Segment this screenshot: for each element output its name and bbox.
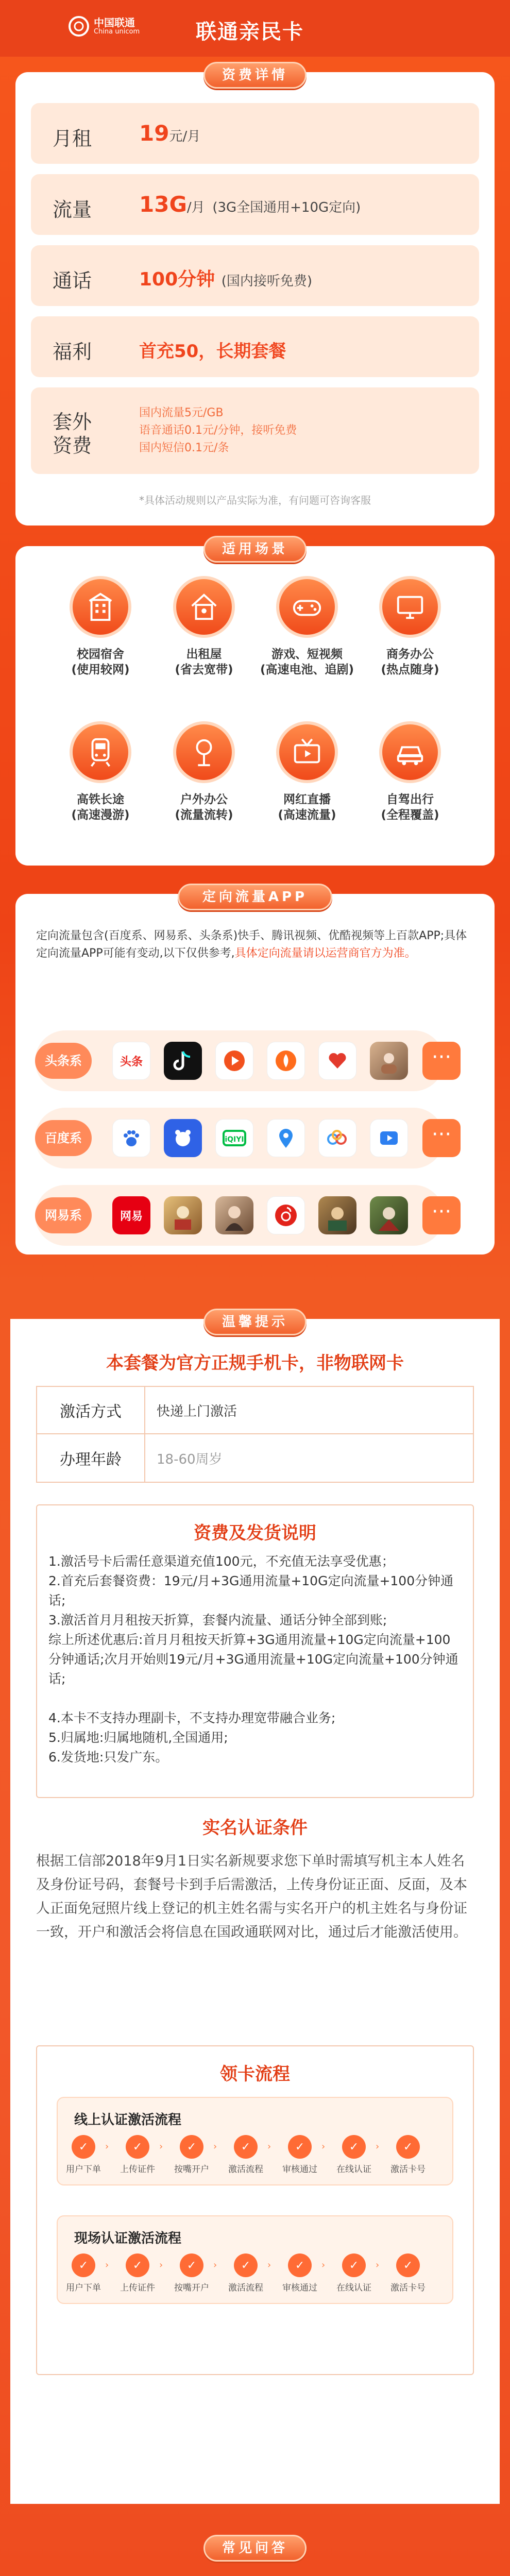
iqiyi-logo-icon (222, 1128, 247, 1148)
video-icon (377, 1126, 401, 1150)
shipping-line: 2.首充后套餐资费：19元/月+3G通用流量+10G定向流量+100分钟通话; (48, 1573, 454, 1608)
app-icon-dongche[interactable] (318, 1042, 356, 1080)
tariff-row-bonus (31, 316, 479, 377)
arrow-icon: › (376, 2260, 380, 2270)
scene-name: 网红直播 (283, 793, 331, 806)
tree-icon (188, 736, 220, 768)
tariff-value (139, 121, 200, 146)
flame-icon (274, 1049, 298, 1073)
flow-step (333, 2253, 375, 2293)
scene-sub: (流量流转) (175, 808, 233, 822)
flow-step (63, 2135, 104, 2175)
step-icon: ✓ (234, 2135, 258, 2159)
section-title-tips: 温馨提示 (203, 1309, 307, 1335)
tariff-label: 月租 (53, 127, 92, 150)
apps-desc-red: 具体定向流量请以运营商官方为准。 (234, 947, 416, 960)
scene-drive (379, 721, 441, 783)
rent-suffix: 元/月 (169, 129, 201, 144)
arrow-icon: › (376, 2141, 380, 2152)
flow-step (117, 2253, 158, 2293)
step-label: 在线认证 (336, 2283, 371, 2293)
flow-box (36, 2045, 474, 2375)
arrow-icon: › (213, 2260, 217, 2270)
step-icon: ✓ (288, 2135, 312, 2159)
scene-sub: (使用较网) (71, 663, 130, 676)
flow-step (279, 2253, 320, 2293)
step-label: 激活卡号 (390, 2283, 426, 2293)
step-icon: ✓ (72, 2253, 95, 2277)
shipping-line: 1.激活号卡后需任意渠道充值100元，不充值无法享受优惠； (48, 1554, 395, 1569)
step-label: 审核通过 (282, 2283, 317, 2293)
app-icon-qiannv[interactable] (215, 1196, 253, 1234)
table-key: 激活方式 (37, 1387, 145, 1433)
heart-icon (326, 1049, 349, 1073)
extra-line: 语音通话0.1元/分钟，接听免费 (139, 424, 297, 437)
cloud-icon (325, 1128, 350, 1148)
data-note: (3G全国通用+10G定向) (212, 200, 361, 215)
step-label: 按嘴开户 (174, 2283, 209, 2293)
step-icon: ✓ (342, 2135, 366, 2159)
gamepad-icon (291, 591, 323, 623)
step-label: 激活流程 (228, 2283, 263, 2293)
flow-title: 领卡流程 (220, 2064, 290, 2084)
bonus-value: 首充50，长期套餐 (139, 341, 286, 362)
flow-step (279, 2135, 320, 2175)
scene-label (49, 647, 152, 677)
app-name: 网易 (120, 1210, 143, 1223)
step-icon: ✓ (234, 2253, 258, 2277)
flow-step (225, 2253, 266, 2293)
flow-step (387, 2135, 429, 2175)
scene-label (152, 647, 256, 677)
info-table (36, 1386, 474, 1483)
scene-name: 游戏、短视频 (271, 648, 343, 661)
step-icon: ✓ (126, 2253, 149, 2277)
shipping-line: 4.本卡不支持办理副卡，不支持办理宽带融合业务; (48, 1710, 336, 1725)
scene-name: 高铁长途 (77, 793, 124, 806)
app-row-label: 百度系 (35, 1120, 92, 1156)
arrow-icon: › (213, 2141, 217, 2152)
step-label: 激活流程 (228, 2164, 263, 2175)
arrow-icon: › (159, 2141, 163, 2152)
flow-step (63, 2253, 104, 2293)
map-pin-icon (274, 1126, 298, 1150)
section-title-tariff: 资费详情 (203, 62, 307, 89)
arrow-icon: › (105, 2141, 109, 2152)
tv-icon (291, 736, 323, 768)
call-note: (国内接听免费) (221, 274, 312, 289)
app-name: 头条 (120, 1055, 143, 1069)
step-label: 上传证件 (120, 2283, 155, 2293)
step-icon: ✓ (180, 2253, 203, 2277)
scene-label (49, 792, 152, 823)
more-apps-button[interactable]: ··· (422, 1196, 461, 1234)
table-row (37, 1387, 473, 1434)
table-value: 18-60周岁 (157, 1451, 223, 1467)
scene-label (359, 792, 462, 823)
building-icon (84, 591, 116, 623)
tariff-label: 福利 (53, 341, 92, 363)
scene-name: 出租屋 (186, 648, 222, 661)
step-icon: ✓ (180, 2135, 203, 2159)
scene-dorm (70, 576, 131, 638)
scene-train (70, 721, 131, 783)
section-title-faq: 常见问答 (203, 2535, 307, 2562)
flow-step (333, 2135, 375, 2175)
apps-desc-main: 定向流量包含(百度系、网易系、头条系)快手、腾讯视频、优酷视频等上百款APP;具体定向流量APP可能有变动,以下仅供参考, (36, 929, 467, 960)
game-art-icon (167, 1200, 198, 1231)
shipping-box (36, 1504, 474, 1798)
tariff-value (139, 192, 361, 217)
scene-sub: (高速流量) (278, 808, 336, 822)
app-icon-menghuan[interactable] (164, 1196, 202, 1234)
purchase-notice-box (36, 2385, 474, 2494)
brand-en: China unicom (94, 28, 140, 36)
app-icon-haokan[interactable] (370, 1119, 408, 1157)
step-icon: ✓ (342, 2253, 366, 2277)
music-icon (273, 1202, 299, 1228)
arrow-icon: › (267, 2141, 271, 2152)
flow-label: 现场认证激活流程 (74, 2231, 182, 2246)
table-row (37, 1434, 473, 1482)
scene-sub: (高速漫游) (71, 808, 130, 822)
game-art-icon (322, 1200, 353, 1231)
tariff-row-rent (31, 103, 479, 164)
step-icon: ✓ (288, 2253, 312, 2277)
tips-headline: 本套餐为官方正规手机卡，非物联网卡 (106, 1353, 404, 1374)
apps-description (36, 927, 474, 962)
app-row-label: 头条系 (35, 1043, 92, 1079)
tariff-row-data (31, 174, 479, 235)
scene-name: 商务办公 (386, 648, 434, 661)
arrow-icon: › (105, 2260, 109, 2270)
online-flow (57, 2097, 453, 2185)
onsite-flow (57, 2215, 453, 2304)
arrow-icon: › (321, 2141, 326, 2152)
scene-game (276, 576, 338, 638)
step-icon: ✓ (396, 2253, 420, 2277)
step-label: 在线认证 (336, 2164, 371, 2175)
scene-name: 校园宿舍 (77, 648, 124, 661)
extra-line: 国内流量5元/GB (139, 406, 224, 419)
app-icon-pan[interactable] (318, 1119, 356, 1157)
scene-label (256, 792, 359, 823)
car-icon (394, 736, 426, 768)
scene-label (359, 647, 462, 677)
scene-sub: (高速电池、追剧) (260, 663, 354, 676)
step-label: 审核通过 (282, 2164, 317, 2175)
more-apps-button[interactable]: ··· (422, 1042, 461, 1080)
page-title: 联通亲民卡 (196, 20, 304, 44)
portrait-icon (376, 1048, 402, 1074)
bear-icon (171, 1126, 195, 1150)
app-icon-map[interactable] (267, 1119, 305, 1157)
extra-label: 套外资费 (53, 411, 92, 457)
section-title-apps: 定向流量APP (178, 884, 332, 910)
shipping-line: 6.发货地:只发广东。 (48, 1750, 168, 1765)
app-icon-yinyang[interactable] (370, 1196, 408, 1234)
step-label: 用户下单 (66, 2283, 101, 2293)
rent-value: 19 (139, 121, 169, 146)
game-art-icon (219, 1200, 250, 1231)
flow-step (171, 2135, 212, 2175)
scene-label (256, 647, 359, 677)
app-icon-cloudmusic[interactable] (267, 1196, 305, 1234)
scene-sub: (省去宽带) (175, 663, 233, 676)
flow-step (225, 2135, 266, 2175)
app-icon-netease[interactable] (112, 1196, 150, 1234)
scene-sub: (全程覆盖) (381, 808, 439, 822)
tariff-label: 通话 (53, 269, 92, 292)
table-value: 快递上门激活 (157, 1403, 237, 1419)
more-apps-button[interactable]: ··· (422, 1119, 461, 1157)
step-label: 上传证件 (120, 2164, 155, 2175)
flow-step (387, 2253, 429, 2293)
tariff-footnote: *具体活动规则以产品实际为准，有问题可咨询客服 (139, 494, 371, 506)
data-suffix: /月 (186, 200, 205, 215)
scene-office (379, 576, 441, 638)
game-art-icon (373, 1200, 404, 1231)
scene-name: 户外办公 (180, 793, 228, 806)
brand-name: 中国联通 (94, 16, 135, 29)
scene-sub: (热点随身) (381, 663, 439, 676)
app-row-toutiao (35, 1030, 452, 1091)
realname-title: 实名认证条件 (202, 1818, 308, 1838)
paw-icon (120, 1126, 143, 1150)
step-label: 激活卡号 (390, 2164, 426, 2175)
app-icon-huoshan[interactable] (267, 1042, 305, 1080)
step-icon: ✓ (72, 2135, 95, 2159)
app-row-baidu (35, 1108, 452, 1168)
app-icon-tieba[interactable] (164, 1119, 202, 1157)
tariff-value (139, 265, 312, 291)
arrow-icon: › (321, 2260, 326, 2270)
header (0, 0, 510, 57)
flow-step (117, 2135, 158, 2175)
monitor-icon (394, 591, 426, 623)
step-label: 用户下单 (66, 2164, 101, 2175)
app-icon-xigua[interactable] (215, 1042, 253, 1080)
section-title-scene: 适用场景 (203, 536, 307, 563)
extra-line: 国内短信0.1元/条 (139, 442, 229, 454)
play-icon (223, 1049, 246, 1073)
shipping-line: 3.激活首月月租按天折算，套餐内流量、通话分钟全部到账; (48, 1613, 387, 1628)
step-icon: ✓ (396, 2135, 420, 2159)
unicom-logo (67, 14, 149, 38)
step-label: 按嘴开户 (174, 2164, 209, 2175)
scene-rental (173, 576, 235, 638)
app-icon-baidu[interactable] (112, 1119, 150, 1157)
flow-step (171, 2253, 212, 2293)
app-row-netease (35, 1185, 452, 1246)
tariff-row-call (31, 245, 479, 306)
table-key: 办理年龄 (37, 1434, 145, 1482)
house-icon (188, 591, 220, 623)
arrow-icon: › (267, 2260, 271, 2270)
call-value: 100分钟 (139, 269, 215, 290)
scene-label (152, 792, 256, 823)
flow-label: 线上认证激活流程 (74, 2112, 182, 2128)
app-icon-iqiyi[interactable] (215, 1119, 253, 1157)
app-icon-jianying[interactable] (370, 1042, 408, 1080)
tariff-row-extra (31, 387, 479, 474)
arrow-icon: › (159, 2260, 163, 2270)
tariff-label: 流量 (53, 198, 92, 221)
scene-name: 自驾出行 (386, 793, 434, 806)
app-row-label: 网易系 (35, 1197, 92, 1233)
svg-text:iQIYI: iQIYI (225, 1136, 244, 1144)
app-icon-toutiao[interactable] (112, 1042, 150, 1080)
step-icon: ✓ (126, 2135, 149, 2159)
realname-text: 根据工信部2018年9月1日实名新规要求您下单时需填写机主本人姓名及身份证号码，套餐号卡到手后需激活，上传身份证正面、反面，及本人正面免冠照片线上登记的机主姓名需与实名开户的机主姓名与身份证一致，开户和激活会将信息在国政通联网对比，通过后才能激活使用。 (36, 1853, 467, 1940)
scene-live (276, 721, 338, 783)
douyin-logo-icon (173, 1049, 193, 1072)
app-icon-dahua[interactable] (318, 1196, 356, 1234)
app-icon-douyin[interactable] (164, 1042, 202, 1080)
data-value: 13G (139, 192, 187, 217)
shipping-title: 资费及发货说明 (194, 1523, 316, 1544)
shipping-line: 5.归属地:归属地随机,全国通用; (48, 1730, 228, 1745)
shipping-line: 综上所述优惠后:首月月租按天折算+3G通用流量+10G定向流量+100分钟通话;次月开始则19元/月+3G通用流量+10G定向流量+100分钟通话; (48, 1632, 458, 1686)
unicom-logo-icon (67, 14, 91, 38)
train-icon (84, 736, 116, 768)
scene-outdoor (173, 721, 235, 783)
